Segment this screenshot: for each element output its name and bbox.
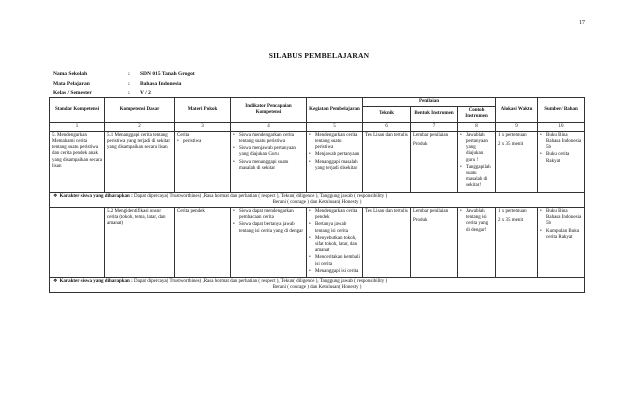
header-teknik: Teknik <box>363 107 411 122</box>
list-item: • Mendengarkan cerita tentang suatu peristiwa <box>315 133 360 152</box>
karakter-cell <box>50 192 585 207</box>
meta-colon: : <box>128 90 130 96</box>
column-number: 4 <box>231 122 307 131</box>
list-item: • Tanggapilah suatu masalah di sekitar! <box>466 165 493 190</box>
cell-kegiatan <box>307 208 363 278</box>
list-item: • Buku cerita Rakyat <box>546 152 582 164</box>
table-row <box>50 208 585 278</box>
materi-text: Cerita <box>177 132 190 138</box>
header-penilaian: Penilaian <box>363 98 496 107</box>
bentuk-text: Lembar penilaian <box>413 132 449 138</box>
diamond-icon: ❖ <box>53 279 58 285</box>
list-item: • Siswa dapat bertanya jawab tentang isi cerita yang di dengar <box>239 222 304 234</box>
cell-materi <box>175 208 231 278</box>
cell-indikator <box>231 208 307 278</box>
column-number: 1 <box>50 122 105 131</box>
diamond-icon: ❖ <box>53 193 58 199</box>
cell-sumber <box>538 131 585 192</box>
list-item: • Menyebutkan tokoh, sifat tokoh, latar, dan amanat <box>315 236 360 255</box>
list-item: • Mendengarkan cerita pendek <box>315 209 360 221</box>
bentuk-text: Lembar penilaian <box>413 209 449 215</box>
header-sumber: Sumber/ Bahan <box>538 98 585 123</box>
header-row <box>50 98 585 107</box>
cell-alokasi <box>496 208 538 278</box>
karakter-text-2: Berani ( courage ) dan Ketulusan( Honesty ) <box>272 285 362 291</box>
karakter-row <box>50 278 585 293</box>
meta-label: Nama Sekolah <box>53 71 88 77</box>
list-item: • Siswa dapat mendengarkan pembacaan cerita <box>239 209 304 221</box>
karakter-label: Karakter siswa yang diharapkan : <box>59 279 133 285</box>
list-item: • Kumpulan Buku cerita Rakyat <box>546 229 582 241</box>
page-number: 17 <box>579 20 585 26</box>
list-item: • Menceritakan kembali isi cerita <box>315 255 360 267</box>
meta-row <box>53 70 195 80</box>
meta-colon: : <box>128 71 130 77</box>
list-item: • Menanggapi isi cerita <box>315 269 360 275</box>
header-kegiatan: Kegiatan Pembelajaran <box>307 98 363 123</box>
list-item: • Buku Bina Bahasa Indonesia 5b <box>546 209 582 228</box>
list-item: • Siswa menanggapi suatu masalah di sekitar <box>239 160 304 172</box>
list-item: • Menanggapi masalah yang terjadi disekitar <box>315 160 360 172</box>
cell-materi <box>175 131 231 192</box>
karakter-row <box>50 192 585 207</box>
bentuk-text: Produk <box>413 142 428 148</box>
meta-label: Kelas / Semester <box>53 90 92 96</box>
meta-value: SDN 015 Tanah Grogot <box>140 71 195 77</box>
header-contoh: Contoh Instrumen <box>458 107 496 122</box>
materi-text: Cerita pendek <box>177 209 205 215</box>
list-item: • Bertanya jawab tentang isi cerita <box>315 222 360 234</box>
karakter-text: Dapat dipercaya( Trustworthines) ,Rasa hormat dan perhatian ( respect ), Tekun( diligence ), Tanggung jawab ( responsibility ) <box>134 193 388 199</box>
cell-standar <box>50 131 105 192</box>
column-number: 9 <box>496 122 538 131</box>
bentuk-text: Produk <box>413 218 428 224</box>
karakter-cell <box>50 278 585 293</box>
column-number: 10 <box>538 122 585 131</box>
meta-value: Bahasa Indonesia <box>140 80 182 87</box>
column-number: 2 <box>105 122 175 131</box>
standar-number: 5. Mendengarkan <box>52 132 87 138</box>
alokasi-text: 2 x 35 menit <box>498 142 524 148</box>
cell-kompetensi-dasar: 5.2 Mengidentifikasi unsur cerita (tokoh, tema, latar, dan amanat) <box>105 208 175 278</box>
cell-teknik: Tes Lisan dan tertulis <box>363 131 411 192</box>
column-number: 5 <box>307 122 363 131</box>
alokasi-text: 1 x pertemuan <box>498 209 527 215</box>
column-number-row <box>50 122 585 131</box>
meta-value: V / 2 <box>140 90 151 96</box>
list-item: • Siswa menjawab pertanyaan yang diajukan Guru <box>239 146 304 158</box>
meta-label: Mata Pelajaran <box>53 80 90 87</box>
header-kompetensi-dasar: Kompetensi Dasar <box>105 98 175 123</box>
header-bentuk: Bentuk Instrumen <box>411 107 458 122</box>
cell-standar <box>50 208 105 278</box>
column-number: 6 <box>363 122 411 131</box>
cell-bentuk <box>411 131 458 192</box>
column-number: 7 <box>411 122 458 131</box>
karakter-text-2: Berani ( courage ) dan Ketulusan( Honesty ) <box>272 199 362 205</box>
cell-kegiatan <box>307 131 363 192</box>
standar-text: Memahami cerita tentang suatu peristiwa dan cerita pendek anak yang disampaikan secara lisan <box>52 139 102 169</box>
list-item: • Buku Bina Bahasa Indonesia 5b <box>546 133 582 152</box>
column-number: 3 <box>175 122 231 131</box>
list-item: • Jawablah tentang isi cerita yang di dengar! <box>466 209 493 234</box>
list-item: • Jawablah pertanyaan yang diajukan guru ! <box>466 133 493 164</box>
cell-kompetensi-dasar: 5.1 Menanggapi cerita tentang peristiwa yang terjadi di sekitar yang disampaikan secara lisan <box>105 131 175 192</box>
list-item: • peristiwa <box>183 139 228 145</box>
cell-alokasi <box>496 131 538 192</box>
karakter-label: Karakter siswa yang diharapkan : <box>59 193 133 199</box>
header-indikator: Indikator Pencapaian Kompetensi <box>231 98 307 123</box>
meta-colon: : <box>128 80 130 87</box>
cell-contoh <box>458 208 496 278</box>
cell-bentuk <box>411 208 458 278</box>
cell-contoh <box>458 131 496 192</box>
list-item: • Menjawab pertanyaan <box>315 152 360 158</box>
alokasi-text: 1 x pertemuan <box>498 132 527 138</box>
karakter-text: Dapat dipercaya( Trustworthines) ,Rasa hormat dan perhatian ( respect ), Tekun( diligence ), Tanggung jawab ( responsibility ) <box>134 279 388 285</box>
cell-indikator <box>231 131 307 192</box>
table-row <box>50 131 585 192</box>
header-materi: Materi Pokok <box>175 98 231 123</box>
alokasi-text: 2 x 35 menit <box>498 218 524 224</box>
column-number: 8 <box>458 122 496 131</box>
syllabus-table <box>49 97 585 293</box>
list-item: • Siswa mendengarkan cerita tentang suatu peristiwa <box>239 133 304 145</box>
cell-teknik: Tes Lisan dan tertulis <box>363 208 411 278</box>
header-alokasi: Alokasi Waktu <box>496 98 538 123</box>
meta-row <box>53 80 195 90</box>
document-meta <box>53 70 195 99</box>
cell-sumber <box>538 208 585 278</box>
document-title: SILABUS PEMBELAJARAN <box>268 51 370 60</box>
header-standar: Standar Kompetensi <box>50 98 105 123</box>
